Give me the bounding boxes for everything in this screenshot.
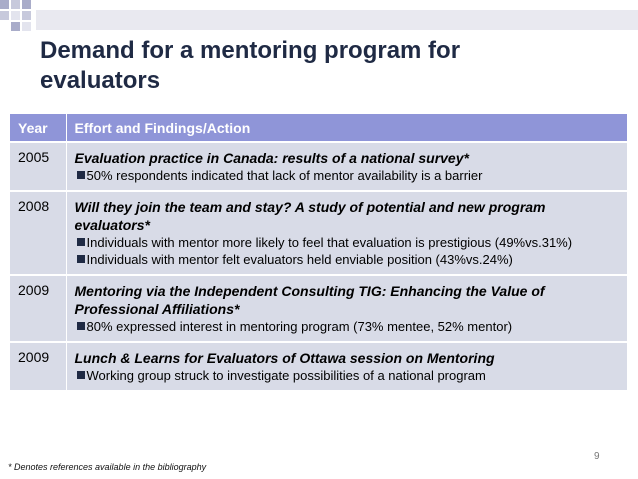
square-bullet-icon (77, 371, 85, 379)
table-row (10, 191, 628, 275)
findings-table (10, 114, 628, 390)
row-content (66, 142, 628, 191)
square-bullet-icon (77, 255, 85, 263)
row-title: Mentoring via the Independent Consulting TIG: Enhancing the Value of Professional Affiliations* (74, 283, 545, 317)
row-bullet: Individuals with mentor felt evaluators held enviable position (43%vs.24%) (75, 251, 620, 268)
row-content (66, 191, 628, 275)
square-bullet-icon (77, 171, 85, 179)
slide-title: Demand for a mentoring program for evaluators (40, 37, 461, 94)
row-bullet: Working group struck to investigate possibilities of a national program (75, 367, 620, 384)
square-bullet-icon (77, 322, 85, 330)
row-year: 2005 (10, 142, 66, 191)
square-bullet-icon (77, 238, 85, 246)
row-title: Evaluation practice in Canada: results of a national survey* (74, 150, 469, 166)
page-number: 9 (594, 451, 600, 462)
row-bullet: 80% expressed interest in mentoring program (73% mentee, 52% mentor) (75, 318, 620, 335)
row-bullet: 50% respondents indicated that lack of mentor availability is a barrier (75, 167, 620, 184)
column-header-year: Year (10, 114, 66, 142)
row-title: Will they join the team and stay? A study of potential and new program evaluators* (74, 199, 546, 233)
table-header-row (10, 114, 628, 142)
row-content (66, 342, 628, 390)
footnote: * Denotes references available in the bibliography (8, 462, 207, 472)
row-content (66, 275, 628, 342)
row-year: 2009 (10, 342, 66, 390)
table-row (10, 275, 628, 342)
row-year: 2008 (10, 191, 66, 275)
column-header-effort: Effort and Findings/Action (66, 114, 628, 142)
header-bar (36, 10, 638, 30)
row-title: Lunch & Learns for Evaluators of Ottawa session on Mentoring (74, 350, 495, 366)
row-year: 2009 (10, 275, 66, 342)
decorative-squares (0, 0, 40, 40)
table-row (10, 342, 628, 390)
table-row (10, 142, 628, 191)
row-bullet: Individuals with mentor more likely to feel that evaluation is prestigious (49%vs.31%) (75, 234, 620, 251)
